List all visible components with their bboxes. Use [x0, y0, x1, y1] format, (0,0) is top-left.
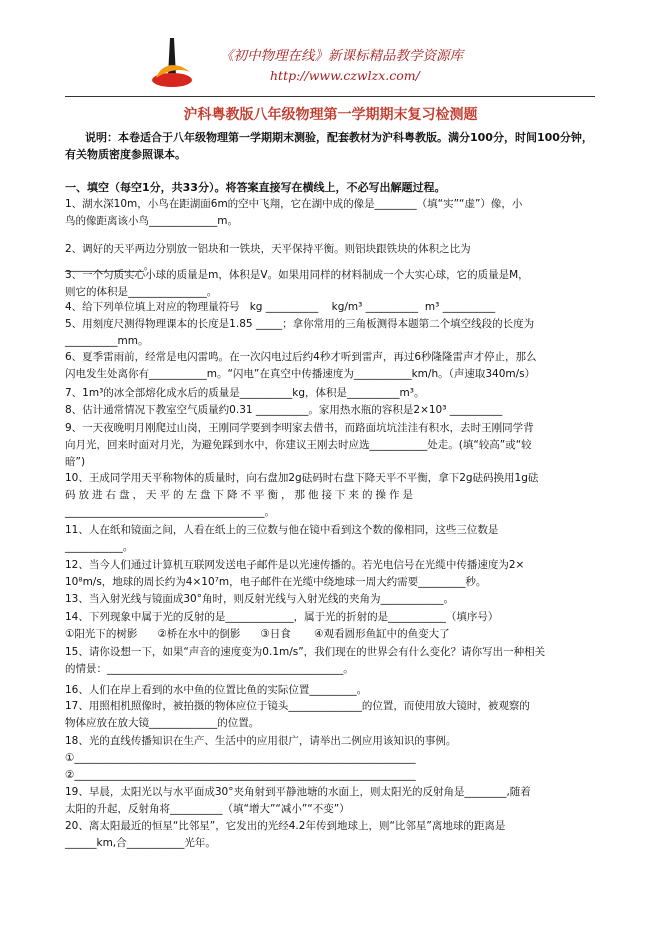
question-line: 鸟的像距离该小鸟_____________m。 — [65, 215, 238, 227]
question-line: 码放进右盘，天平的左盘下降不平衡，那他接下来的操作是 — [65, 489, 416, 501]
question-line: 8、估计通常情况下教室空气质量约0.31 __________。家用热水瓶的容积是2×10³ __________ — [65, 404, 503, 416]
question-6 — [65, 349, 595, 383]
question-13 — [65, 591, 595, 608]
question-line: ①_________________________________________________________________ — [65, 752, 416, 764]
question-line: 14、下列现象中属于光的反射的是_____________，属于光的折射的是___________（填序号） — [65, 611, 499, 623]
header-banner — [150, 32, 510, 94]
question-line: 的情景：_____________________________________________。 — [65, 663, 354, 675]
header-rule — [65, 96, 595, 97]
question-line: 19、早晨，太阳光以与水平面成30°夹角射到平静池塘的水面上，则太阳光的反射角是________,随着 — [65, 786, 531, 798]
question-line: ①阳光下的树影 ②桥在水中的倒影 ③日食 ④观看圆形鱼缸中的鱼变大了 — [65, 628, 450, 640]
question-line: 向月光，回来时面对月光，为避免踩到水中，你建议王刚去时应选___________处走。(填“较高”或“较 — [65, 439, 532, 451]
question-line: 17、用照相机照像时，被拍摄的物体应位于镜头______________的位置，而使用放大镜时，被观察的 — [65, 700, 530, 712]
question-line: 20、离太阳最近的恒星“比邻星”，它发出的光经4.2年传到地球上，则“比邻星”离地球的距离是 — [65, 820, 506, 832]
question-line: _______________。 — [65, 260, 155, 272]
question-19 — [65, 784, 595, 818]
logo-icon — [150, 32, 196, 90]
question-12 — [65, 557, 595, 591]
question-11 — [65, 522, 595, 556]
question-line: 11、人在纸和镜面之间，人看在纸上的三位数与他在镜中看到这个数的像相同，这些三位数是 — [65, 524, 499, 536]
question-line: 18、光的直线传播知识在生产、生活中的应用很广，请举出二例应用该知识的事例。 — [65, 735, 457, 747]
question-line: 5、用刻度尺测得物理课本的长度是1.85 _____；拿你常用的三角板测得本题第二个填空线段的长度为 — [65, 318, 535, 330]
question-line: 2、调好的天平两边分别放一铝块和一铁块，天平保持平衡。则铝块跟铁块的体积之比为 — [65, 243, 471, 255]
question-5 — [65, 316, 595, 350]
question-line: 1、湖水深10m，小鸟在距湖面6m的空中飞翔，它在湖中成的像是________（填“实”“虚”）像，小 — [65, 198, 523, 210]
question-line: 10、王成同学用天平称物体的质量时，向右盘加2g砝码时右盘下降天平不平衡，拿下2g砝码换用1g砝 — [65, 472, 539, 484]
question-9 — [65, 420, 595, 471]
question-line: 12、当今人们通过计算机互联网发送电子邮件是以光速传播的。若光电信号在光缆中传播速度为2× — [65, 559, 525, 571]
question-4 — [65, 299, 595, 316]
question-line: 6、夏季雷雨前，经常是电闪雷鸣。在一次闪电过后约4秒才听到雷声，再过6秒隆隆雷声才停止，那么 — [65, 351, 537, 363]
question-3 — [65, 267, 595, 301]
question-8 — [65, 402, 595, 419]
question-20 — [65, 818, 595, 852]
question-16 — [65, 682, 595, 699]
section-heading: 一、填空（每空1分，共33分）。将答案直接写在横线上，不必写出解题过程。 — [65, 181, 446, 194]
question-line: 9、一天夜晚明月刚爬过山岗，王刚同学要到李明家去借书，而路面坑坑洼洼有积水，去时王刚同学背 — [65, 422, 534, 434]
banner-url[interactable]: http://www.czwlzx.com/ — [270, 68, 420, 83]
question-line: 10⁸m/s，地球的周长约为4×10⁷m，电子邮件在光缆中绕地球一周大约需要_________秒。 — [65, 576, 487, 588]
question-line: 太阳的升起，反射角将__________（填“增大”“减小”“不变”） — [65, 803, 350, 815]
question-14 — [65, 609, 595, 643]
question-line: ______km,合___________光年。 — [65, 837, 216, 849]
question-line: 则它的体积是_______________。 — [65, 286, 218, 298]
question-18 — [65, 733, 595, 784]
question-line: ______________________________________。 — [65, 506, 275, 518]
question-line: 4、给下列单位填上对应的物理量符号 kg __________ kg/m³ __________ m³ __________ — [65, 301, 496, 313]
question-line: 闪电发生处离你有___________m。“闪电”在真空中传播速度为___________km/h。（声速取340m/s） — [65, 368, 536, 380]
question-line: 13、当入射光线与镜面成30°角时，则反射光线与入射光线的夹角为____________。 — [65, 593, 454, 605]
question-7 — [65, 385, 595, 402]
question-17 — [65, 698, 595, 732]
question-line: ②_________________________________________________________________ — [65, 769, 416, 781]
question-line: 15、请你设想一下，如果“声音的速度变为0.1m/s”，我们现在的世界会有什么变化？请你写出一种相关 — [65, 646, 546, 658]
question-line: 7、1m³的冰全部熔化成水后的质量是__________kg，体积是__________m³。 — [65, 387, 425, 399]
question-line: ___________。 — [65, 541, 134, 553]
exam-description: 说明：本卷适合于八年级物理第一学期期末测验，配套教材为沪科粤教版。满分100分，时间100分钟，有关物质密度参照课本。 — [65, 131, 593, 161]
question-10 — [65, 470, 595, 521]
question-1 — [65, 196, 595, 230]
question-line: __________mm。 — [65, 335, 149, 347]
banner-title: 《初中物理在线》新课标精品教学资源库 — [220, 48, 463, 64]
page-title: 沪科粤教版八年级物理第一学期期末复习检测题 — [183, 107, 478, 123]
question-line: 物体应放在放大镜_____________的位置。 — [65, 717, 260, 729]
question-15 — [65, 644, 595, 678]
question-line: 3、一个匀质实心小球的质量是m，体积是V。如果用同样的材料制成一个大实心球，它的质量是M， — [65, 269, 529, 281]
question-line: 16、人们在岸上看到的水中鱼的位置比鱼的实际位置_________。 — [65, 684, 368, 696]
question-line: 暗”) — [65, 456, 86, 468]
